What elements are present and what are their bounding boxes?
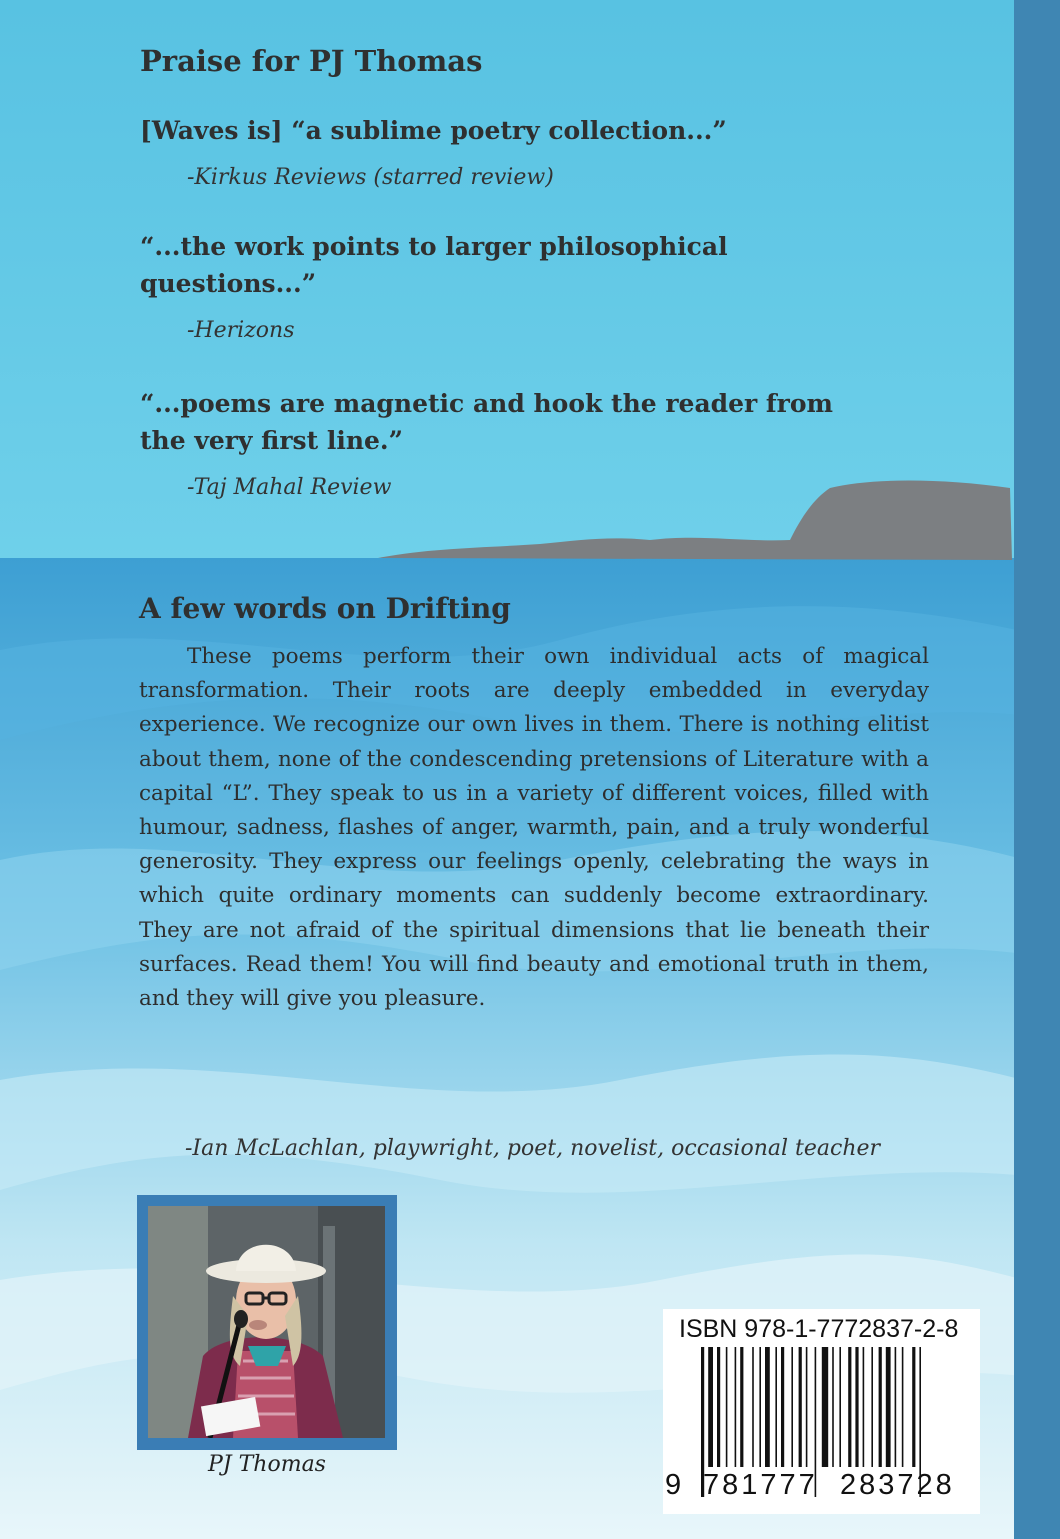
barcode-bar — [863, 1347, 865, 1467]
barcode-bar — [775, 1347, 777, 1467]
praise-attribution-2: -Herizons — [187, 318, 295, 343]
barcode-bar — [726, 1347, 728, 1467]
barcode-bar — [895, 1347, 897, 1467]
barcode-digits-left: 781777 — [703, 1469, 818, 1501]
barcode-bar — [832, 1347, 834, 1467]
barcode-digits-right: 283728 — [840, 1469, 955, 1501]
barcode-bar — [765, 1347, 770, 1467]
barcode-bar — [752, 1347, 754, 1467]
author-photo-frame — [137, 1195, 397, 1450]
praise-quote-3-line-2: the very first line.” — [140, 426, 404, 455]
barcode-bar — [855, 1347, 858, 1467]
author-photo — [148, 1206, 385, 1438]
praise-attribution-1: -Kirkus Reviews (starred review) — [187, 165, 554, 190]
barcode-bar — [886, 1347, 891, 1467]
praise-attribution-3: -Taj Mahal Review — [187, 475, 392, 500]
spine-edge — [1014, 0, 1060, 1539]
barcode-bar — [799, 1347, 802, 1467]
barcode-bar — [912, 1347, 915, 1467]
barcode-bar — [791, 1347, 793, 1467]
barcode-bar — [781, 1347, 784, 1467]
barcode-bar — [708, 1347, 713, 1467]
barcode-bar — [735, 1347, 737, 1467]
isbn-text: ISBN 978-1-7772837-2-8 — [679, 1315, 959, 1343]
barcode-bar — [871, 1347, 873, 1467]
praise-quote-3-line-1: “...poems are magnetic and hook the reader from — [140, 389, 833, 418]
barcode-bar — [806, 1347, 808, 1467]
author-photo-caption: PJ Thomas — [208, 1452, 326, 1477]
praise-quote-2-line-2: questions...” — [140, 269, 317, 298]
barcode-bar — [759, 1347, 761, 1467]
barcode-bar — [740, 1347, 743, 1467]
barcode-digit-first: 9 — [665, 1469, 682, 1501]
praise-quote-2-line-1: “...the work points to larger philosophical — [140, 232, 728, 261]
barcode-bar — [839, 1347, 841, 1467]
barcode-box — [663, 1309, 980, 1514]
drifting-attribution: -Ian McLachlan, playwright, poet, novelist, occasional teacher — [185, 1136, 881, 1161]
drifting-body: These poems perform their own individual acts of magical transformation. Their roots are deeply embedded in everyday experience. We recognize our own lives in them. There is nothing elitist about them, none of the condescending pretensions of Literature with a capital “L”. They speak to us in a variety of different voices, filled with humour, sadness, flashes of anger, warmth, pain, and a truly wonderful generosity. They express our feelings openly, celebrating the ways in which quite ordinary moments can suddenly become extraordinary. They are not afraid of the spiritual dimensions that lie beneath their surfaces. Read them! You will find beauty and emotional truth in them, and they will give you pleasure. — [139, 644, 929, 1012]
praise-quote-1: [Waves is] “a sublime poetry collection...” — [140, 116, 727, 145]
drifting-heading: A few words on Drifting — [139, 592, 511, 625]
barcode-bar — [848, 1347, 851, 1467]
barcode-bar — [879, 1347, 882, 1467]
praise-heading: Praise for PJ Thomas — [140, 44, 483, 78]
barcode-bar — [717, 1347, 720, 1467]
barcode-bar — [822, 1347, 828, 1467]
barcode-bar — [902, 1347, 904, 1467]
